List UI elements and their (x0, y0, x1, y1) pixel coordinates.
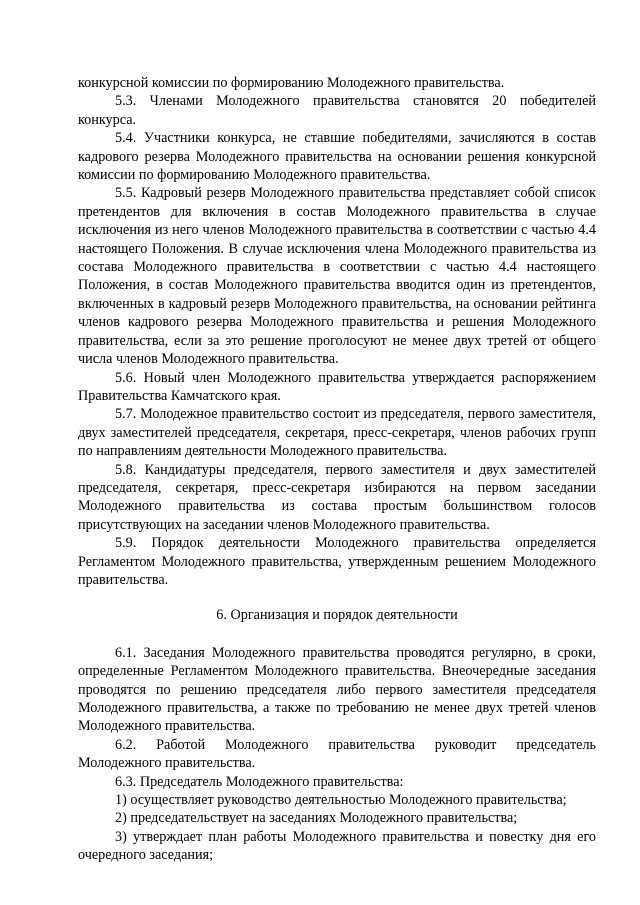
section-heading: 6. Организация и порядок деятельности (216, 607, 458, 624)
paragraph-5-5: 5.5. Кадровый резерв Молодежного правительства представляет собой список претендентов для включения в состав Молодежного правительства в случае исключения из него членов Молодежного правительства в соответствии с частью 4.4 настоящего Положения. В случае исключения члена Молодежного правительства из состава Молодежного правительства в соответствии с частью 4.4 настоящего Положения, в состав Молодежного правительства вводится один из претендентов, включенных в кадровый резерв Молодежного правительства, на основании рейтинга членов кадрового резерва Молодежного правительства и решения Молодежного правительства, если за это решение проголосуют не менее двух третей от общего числа членов Молодежного правительства. (78, 185, 596, 368)
paragraph-6-3: 6.3. Председатель Молодежного правительства: (115, 773, 404, 790)
paragraph-5-6: 5.6. Новый член Молодежного правительства утверждается распоряжением Правительства Камчатского края. (78, 369, 596, 404)
paragraph-continuation: конкурсной комиссии по формированию Молодежного правительства. (78, 75, 505, 91)
paragraph-6-1: 6.1. Заседания Молодежного правительства проводятся регулярно, в сроки, определенные Регламентом Молодежного правительства. Внеочередные заседания проводятся по решению председателя либо первого заместителя председателя Молодежного правительства, а также по требованию не менее двух третей членов Молодежного правительства. (78, 644, 596, 735)
paragraph-5-4: 5.4. Участники конкурса, не ставшие победителями, зачисляются в состав кадрового резерва Молодежного правительства на основании решения конкурсной комиссии по формированию Молодежного правительства. (78, 130, 596, 184)
paragraph-5-9: 5.9. Порядок деятельности Молодежного правительства определяется Регламентом Молодежного правительства, утвержденным решением Молодежного правительства. (78, 535, 596, 588)
document-page (78, 74, 596, 865)
paragraph-5-3: 5.3. Членами Молодежного правительства становятся 20 победителей конкурса. (78, 93, 596, 128)
list-item-3: 3) утверждает план работы Молодежного правительства и повестку дня его очередного заседания; (78, 828, 596, 864)
list-item-1: 1) осуществляет руководство деятельностью Молодежного правительства; (115, 792, 567, 809)
paragraph-5-8: 5.8. Кандидатуры председателя, первого заместителя и двух заместителей председателя, секретаря, пресс-секретаря избираются на первом заседании Молодежного правительства из состава простым большинством голосов присутствующих на заседании членов Молодежного правительства. (78, 461, 596, 533)
paragraph-5-7: 5.7. Молодежное правительство состоит из председателя, первого заместителя, двух заместителей председателя, секретаря, пресс-секретаря, членов рабочих групп по направлениям деятельности Молодежного правительства. (78, 406, 596, 460)
list-item-2: 2) председательствует на заседаниях Молодежного правительства; (115, 810, 518, 827)
paragraph-6-2: 6.2. Работой Молодежного правительства руководит председатель Молодежного правительства. (78, 736, 596, 772)
